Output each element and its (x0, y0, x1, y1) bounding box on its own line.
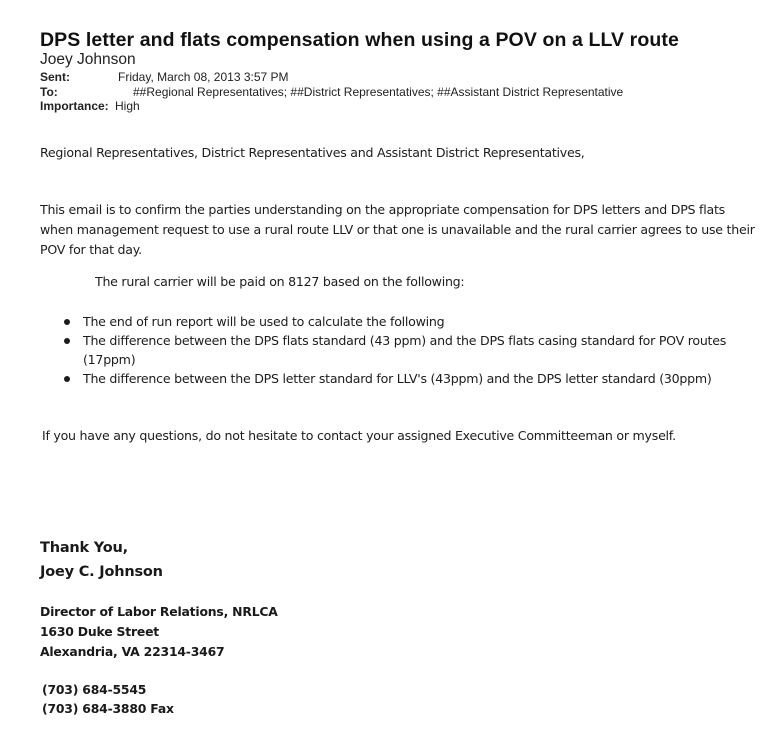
signature-title: Director of Labor Relations, NRLCA (40, 604, 278, 619)
compensation-list (60, 312, 750, 388)
paragraph-line: when management request to use a rural route LLV or that one is unavailable and the rural carrier agrees to use their (40, 222, 755, 237)
greeting: Regional Representatives, District Representatives and Assistant District Representatives, (40, 145, 585, 160)
bullet-icon (64, 338, 70, 344)
importance-label: Importance: (40, 99, 109, 113)
list-item (60, 312, 750, 331)
to-header (40, 85, 624, 99)
signature-name: Joey C. Johnson (40, 564, 163, 580)
signature-city: Alexandria, VA 22314-3467 (40, 644, 225, 659)
signature-street: 1630 Duke Street (40, 624, 160, 639)
signature-phone: (703) 684-5545 (42, 682, 147, 697)
list-item (60, 369, 750, 388)
importance-value: High (115, 99, 140, 113)
importance-header (40, 99, 140, 113)
paragraph-line: This email is to confirm the parties understanding on the appropriate compensation for DPS letters and DPS flats (40, 202, 725, 217)
to-label: To: (40, 85, 58, 99)
sent-label: Sent: (40, 70, 70, 84)
bullet-icon (64, 319, 70, 325)
bullet-icon (64, 376, 70, 382)
sent-header (40, 70, 289, 84)
sent-value: Friday, March 08, 2013 3:57 PM (118, 70, 289, 84)
closing-line: If you have any questions, do not hesitate to contact your assigned Executive Committeeman or myself. (42, 428, 676, 443)
payment-intro: The rural carrier will be paid on 8127 based on the following: (95, 274, 465, 289)
list-item-text: The end of run report will be used to calculate the following (83, 314, 445, 329)
list-item (60, 331, 750, 369)
email-subject: DPS letter and flats compensation when using a POV on a LLV route (40, 29, 679, 51)
body-paragraph (40, 200, 755, 260)
paragraph-line: POV for that day. (40, 242, 142, 257)
signoff: Thank You, (40, 540, 128, 556)
email-sender: Joey Johnson (40, 51, 136, 68)
signature-fax: (703) 684-3880 Fax (42, 701, 174, 716)
list-item-text: The difference between the DPS letter standard for LLV's (43ppm) and the DPS letter standard (30ppm) (83, 371, 712, 386)
list-item-text: The difference between the DPS flats standard (43 ppm) and the DPS flats casing standard for POV routes (17ppm) (83, 333, 727, 367)
to-value: ##Regional Representatives; ##District Representatives; ##Assistant District Representative (133, 85, 624, 99)
